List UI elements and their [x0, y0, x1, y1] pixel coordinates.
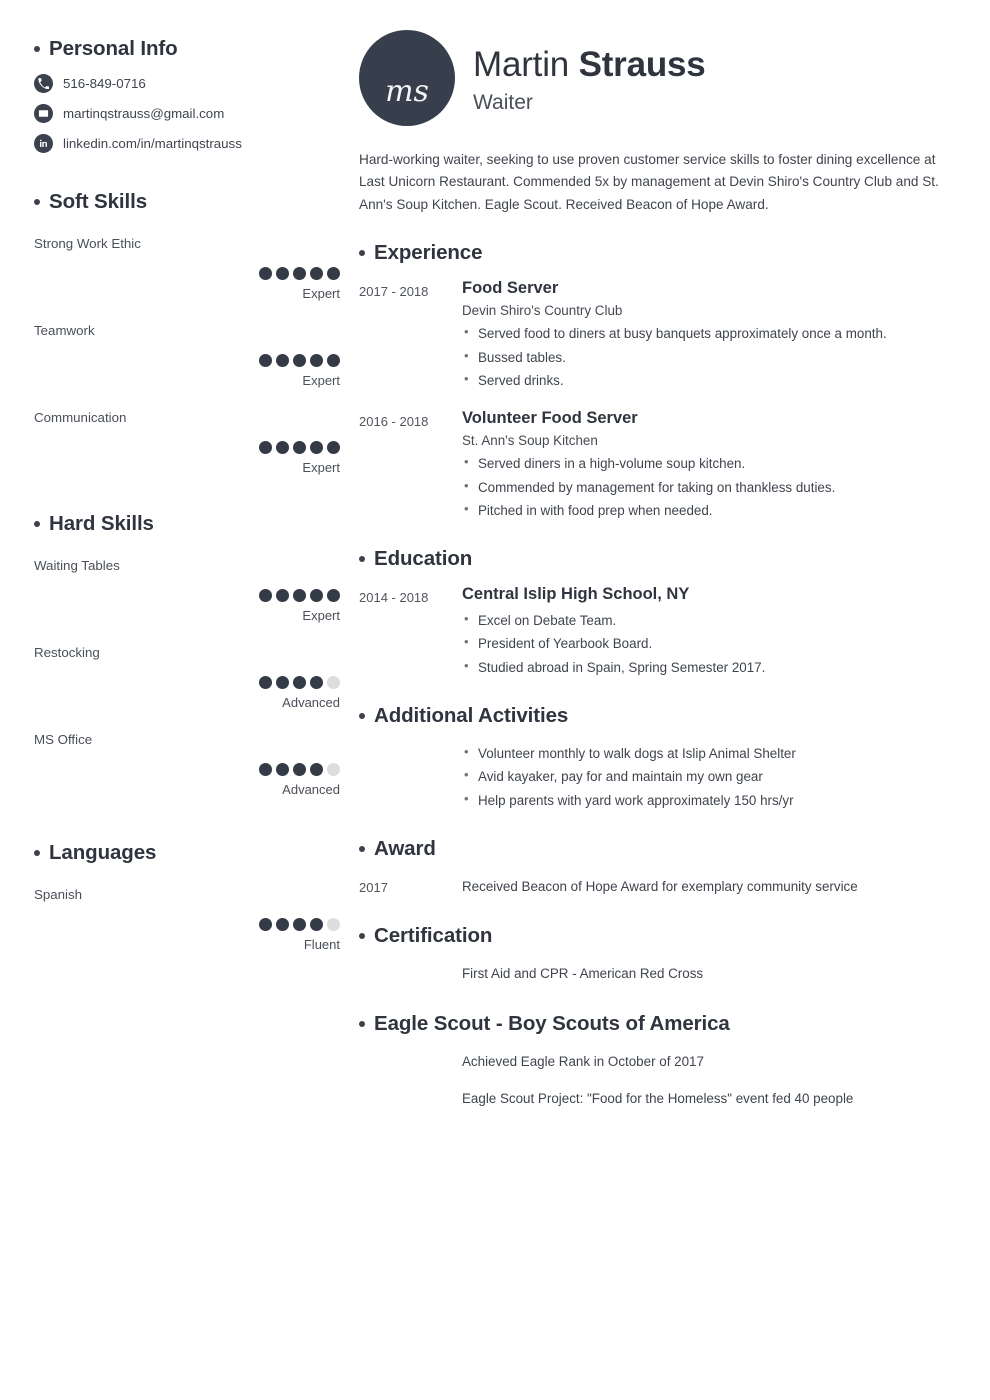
rating-dot-filled: [310, 589, 323, 602]
section-title: Hard Skills: [49, 512, 154, 535]
entry-body: [462, 742, 956, 812]
contact-row-phone[interactable]: [34, 74, 346, 93]
rating-dot-filled: [259, 441, 272, 454]
bullet-dot-icon: [359, 933, 365, 939]
rating-dots: [259, 589, 340, 602]
rating-dot-filled: [276, 763, 289, 776]
rating-dots: [259, 267, 340, 280]
rating-dot-filled: [293, 676, 306, 689]
entry-body: [462, 1050, 956, 1111]
skill-label: MS Office: [34, 732, 93, 747]
language-level-label: Fluent: [303, 937, 340, 952]
entry-date-spacer: [359, 962, 462, 986]
first-name: Martin: [473, 45, 579, 84]
avatar-initials: ms: [385, 74, 429, 109]
email-address: martinqstrauss@gmail.com: [63, 106, 225, 121]
sidebar: [34, 30, 346, 1400]
section-additional-activities: [359, 704, 956, 812]
avatar: [359, 30, 455, 126]
entry-bullets: [462, 609, 956, 679]
rating-dots: [259, 441, 340, 454]
section-title: Additional Activities: [374, 704, 569, 728]
rating-dot-filled: [293, 763, 306, 776]
certification-text: First Aid and CPR - American Red Cross: [462, 966, 704, 982]
bullet-dot-icon: [34, 850, 40, 856]
skill-item: [34, 410, 346, 475]
entry-date-spacer: [359, 1050, 462, 1111]
section-title: Experience: [374, 241, 483, 265]
entry-date: 2017 - 2018: [359, 284, 429, 300]
header-text: [473, 30, 706, 115]
rating-dot-filled: [327, 589, 340, 602]
rating-dots: [259, 763, 340, 776]
rating-dots: [259, 354, 340, 367]
rating-dot-filled: [310, 763, 323, 776]
skill-level-label: Expert: [302, 608, 340, 623]
rating-dot-filled: [310, 918, 323, 931]
entry-title: Central Islip High School, NY: [462, 585, 690, 604]
section-title: Award: [374, 837, 436, 861]
rating-dot-filled: [276, 441, 289, 454]
section-award: [359, 837, 956, 899]
rating-dot-filled: [293, 354, 306, 367]
skill-label: Restocking: [34, 645, 100, 660]
rating-dot-filled: [310, 676, 323, 689]
award-entry: [359, 875, 956, 899]
section-header-education: [359, 547, 956, 571]
entry-bullets: [462, 742, 956, 812]
section-title: Eagle Scout - Boy Scouts of America: [374, 1011, 730, 1035]
section-header-additional-activities: [359, 704, 956, 728]
bullet-dot-icon: [34, 46, 40, 52]
language-item: [34, 887, 346, 952]
bullet-dot-icon: [359, 250, 365, 256]
rating-dot-filled: [276, 354, 289, 367]
bullet-item: • Pitched in with food prep when needed.: [462, 499, 956, 522]
skill-level-label: Expert: [302, 460, 340, 475]
bullet-item: • Served drinks.: [462, 369, 956, 392]
language-rating: [34, 918, 346, 952]
entry-body: [462, 585, 956, 679]
entry-body: [462, 875, 956, 899]
skill-label: Waiting Tables: [34, 558, 120, 573]
entry-title: Food Server: [462, 279, 559, 298]
linkedin-icon: [34, 134, 53, 153]
experience-entry: [359, 279, 956, 392]
award-text: Received Beacon of Hope Award for exemplary community service: [462, 879, 858, 895]
contact-list: [34, 74, 346, 153]
rating-dot-filled: [276, 589, 289, 602]
rating-dot-filled: [327, 354, 340, 367]
entry-body: [462, 409, 956, 522]
rating-dot-filled: [310, 267, 323, 280]
rating-dot-empty: [327, 763, 340, 776]
section-title: Personal Info: [49, 37, 178, 60]
skill-label: Teamwork: [34, 323, 95, 338]
bullet-dot-icon: [359, 713, 365, 719]
eagle-scout-line: Achieved Eagle Rank in October of 2017: [462, 1053, 704, 1069]
phone-number: 516-849-0716: [63, 76, 146, 91]
bullet-item: • Commended by management for taking on thankless duties.: [462, 476, 956, 499]
rating-dot-filled: [259, 354, 272, 367]
bullet-item: • Avid kayaker, pay for and maintain my own gear: [462, 765, 956, 788]
rating-dot-filled: [276, 676, 289, 689]
section-header-award: [359, 837, 956, 861]
rating-dot-filled: [293, 589, 306, 602]
entry-date: 2017: [359, 880, 388, 896]
section-title: Education: [374, 547, 473, 571]
rating-dot-filled: [293, 918, 306, 931]
section-header-certification: [359, 924, 956, 948]
bullet-item: • Volunteer monthly to walk dogs at Islip Animal Shelter: [462, 742, 956, 765]
rating-dot-filled: [293, 441, 306, 454]
skill-item: [34, 323, 346, 388]
job-title: Waiter: [473, 90, 533, 114]
bullet-item: • President of Yearbook Board.: [462, 632, 956, 655]
bullet-item: • Studied abroad in Spain, Spring Semester 2017.: [462, 656, 956, 679]
rating-dot-filled: [327, 267, 340, 280]
bullet-item: • Help parents with yard work approximately 150 hrs/yr: [462, 789, 956, 812]
entry-body: [462, 962, 956, 986]
experience-entry: [359, 409, 956, 522]
last-name: Strauss: [578, 45, 706, 84]
skill-level-label: Advanced: [282, 695, 340, 710]
bullet-item: • Excel on Debate Team.: [462, 609, 956, 632]
section-title: Certification: [374, 924, 493, 948]
rating-dot-filled: [310, 354, 323, 367]
email-icon: [34, 104, 53, 123]
entry-title: Volunteer Food Server: [462, 409, 638, 428]
skill-item: [34, 732, 346, 797]
certification-entry: [359, 962, 956, 986]
section-header-personal-info: [34, 37, 346, 61]
skill-level-label: Expert: [302, 373, 340, 388]
rating-dot-empty: [327, 676, 340, 689]
phone-icon: [34, 74, 53, 93]
rating-dot-filled: [293, 267, 306, 280]
education-entry: [359, 585, 956, 679]
skill-rating: [34, 763, 346, 797]
entry-date: 2014 - 2018: [359, 590, 429, 606]
rating-dots: [259, 676, 340, 689]
skill-item: [34, 236, 346, 301]
section-education: [359, 547, 956, 679]
rating-dot-filled: [259, 676, 272, 689]
section-header-soft-skills: [34, 190, 346, 214]
skill-level-label: Advanced: [282, 782, 340, 797]
section-header-hard-skills: [34, 512, 346, 536]
skill-rating: [34, 441, 346, 475]
bullet-dot-icon: [359, 1021, 365, 1027]
skill-level-label: Expert: [302, 286, 340, 301]
activities-entry: [359, 742, 956, 812]
bullet-item: • Served food to diners at busy banquets approximately once a month.: [462, 322, 956, 345]
bullet-dot-icon: [34, 199, 40, 205]
skill-label: Strong Work Ethic: [34, 236, 141, 251]
eagle-scout-line: Eagle Scout Project: "Food for the Homeless" event fed 40 people: [462, 1090, 854, 1106]
rating-dots: [259, 918, 340, 931]
skill-rating: [34, 354, 346, 388]
skill-rating: [34, 676, 346, 710]
contact-row-email[interactable]: [34, 104, 346, 123]
linkedin-url: linkedin.com/in/martinqstrauss: [63, 136, 242, 151]
entry-date: 2016 - 2018: [359, 414, 429, 430]
section-header-eagle-scout: [359, 1012, 956, 1036]
bullet-dot-icon: [359, 556, 365, 562]
entry-bullets: [462, 452, 956, 522]
section-certification: [359, 924, 956, 986]
page-title: [473, 46, 706, 84]
skill-rating: [34, 267, 346, 301]
entry-bullets: [462, 322, 956, 392]
rating-dot-filled: [259, 589, 272, 602]
rating-dot-filled: [259, 763, 272, 776]
bullet-dot-icon: [359, 846, 365, 852]
section-experience: [359, 241, 956, 522]
rating-dot-filled: [327, 441, 340, 454]
skill-label: Communication: [34, 410, 127, 425]
rating-dot-filled: [276, 918, 289, 931]
section-eagle-scout: [359, 1012, 956, 1111]
rating-dot-filled: [310, 441, 323, 454]
language-label: Spanish: [34, 887, 83, 902]
entry-body: [462, 279, 956, 392]
resume-header: [359, 30, 956, 126]
section-title: Languages: [49, 841, 157, 864]
rating-dot-filled: [276, 267, 289, 280]
bullet-item: • Bussed tables.: [462, 346, 956, 369]
bullet-dot-icon: [34, 521, 40, 527]
rating-dot-empty: [327, 918, 340, 931]
main-content: [346, 30, 956, 1400]
section-header-languages: [34, 841, 346, 865]
skill-item: [34, 645, 346, 710]
entry-subtitle: Devin Shiro's Country Club: [462, 303, 623, 319]
eagle-scout-entry: [359, 1050, 956, 1111]
summary-text: Hard-working waiter, seeking to use proven customer service skills to foster dining excellence at Last Unicorn Restaurant. Commended 5x by management at Devin Shiro's Country Club and St. Ann's Soup Kitchen. Eagle Scout. Received Beacon of Hope Award.: [359, 152, 939, 212]
entry-date-spacer: [359, 742, 462, 812]
bullet-item: • Served diners in a high-volume soup kitchen.: [462, 452, 956, 475]
rating-dot-filled: [259, 918, 272, 931]
contact-row-linkedin[interactable]: [34, 134, 346, 153]
rating-dot-filled: [259, 267, 272, 280]
entry-subtitle: St. Ann's Soup Kitchen: [462, 433, 598, 449]
skill-item: [34, 558, 346, 623]
section-header-experience: [359, 241, 956, 265]
section-title: Soft Skills: [49, 190, 148, 213]
skill-rating: [34, 589, 346, 623]
